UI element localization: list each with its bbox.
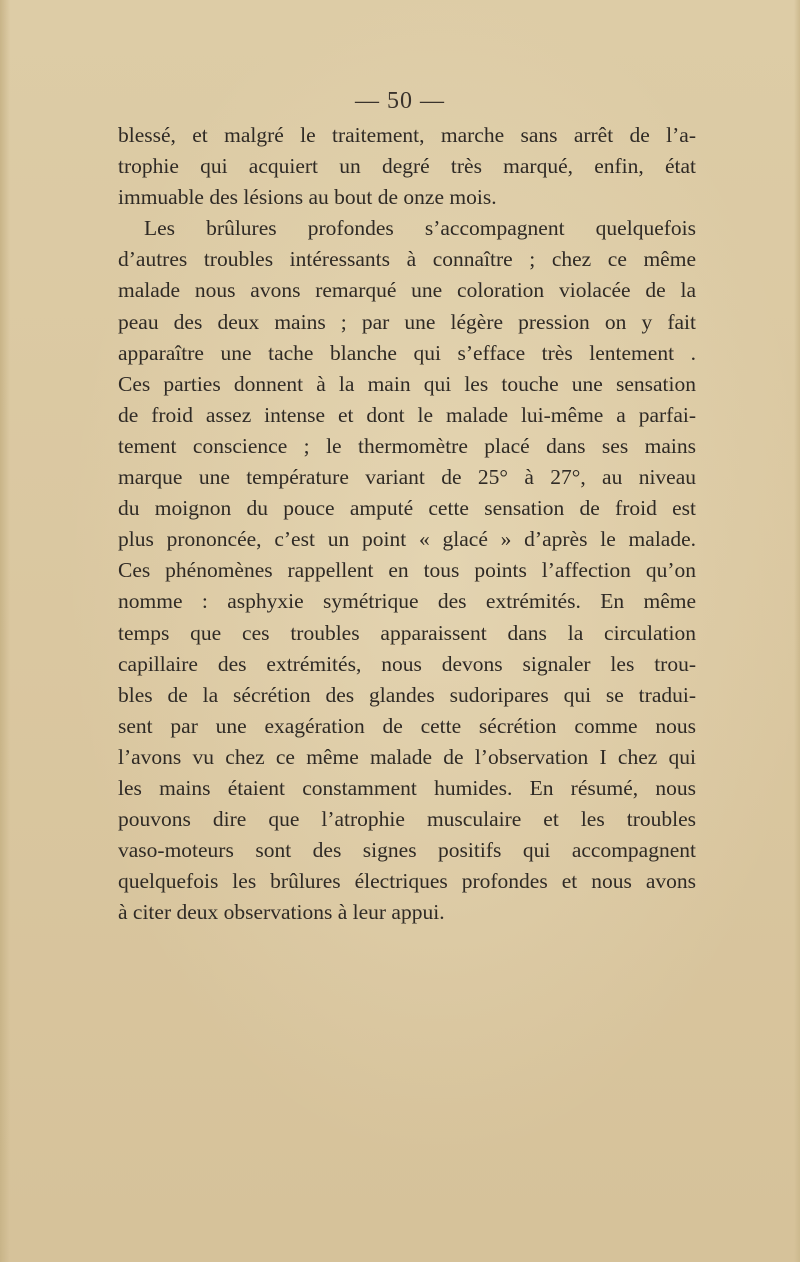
text-line: capillaire des extrémités, nous devons signaler les trou- <box>118 651 696 676</box>
text-line: sent par une exagération de cette sécrétion comme nous <box>118 713 696 738</box>
text-line: à citer deux observations à leur appui. <box>118 900 445 925</box>
text-line: marque une température variant de 25° à 27°, au niveau <box>118 465 696 490</box>
text-line: d’autres troubles intéressants à connaître ; chez ce même <box>118 247 696 272</box>
text-line: les mains étaient constamment humides. En résumé, nous <box>118 775 696 800</box>
text-line: Les brûlures profondes s’accompagnent quelquefois <box>144 216 696 241</box>
page-number: — 50 — <box>355 88 445 114</box>
text-line: Ces phénomènes rappellent en tous points l’affection qu’on <box>118 558 696 583</box>
text-line: malade nous avons remarqué une coloration violacée de la <box>118 278 696 303</box>
text-line: blessé, et malgré le traitement, marche sans arrêt de l’a- <box>118 123 696 147</box>
text-line: quelquefois les brûlures électriques profondes et nous avons <box>118 869 696 894</box>
body-text <box>118 120 696 928</box>
text-line: de froid assez intense et dont le malade lui-même a parfai- <box>118 402 696 427</box>
text-line: bles de la sécrétion des glandes sudoripares qui se tradui- <box>118 682 696 707</box>
text-line: l’avons vu chez ce même malade de l’observation I chez qui <box>118 744 696 769</box>
text-line: plus prononcée, c’est un point « glacé » d’après le malade. <box>118 527 696 552</box>
page-right-edge <box>794 0 800 1262</box>
text-line: peau des deux mains ; par une légère pression on y fait <box>118 309 696 334</box>
text-line: nomme : asphyxie symétrique des extrémités. En même <box>118 589 696 614</box>
text-line: apparaître une tache blanche qui s’efface très lentement . <box>118 340 696 365</box>
page-left-edge <box>0 0 10 1262</box>
text-line: du moignon du pouce amputé cette sensation de froid est <box>118 496 696 521</box>
text-line: Ces parties donnent à la main qui les touche une sensation <box>118 371 696 396</box>
text-line: tement conscience ; le thermomètre placé dans ses mains <box>118 433 696 458</box>
text-line: pouvons dire que l’atrophie musculaire et les troubles <box>118 807 696 832</box>
text-line: trophie qui acquiert un degré très marqué, enfin, état <box>118 154 696 179</box>
text-line: immuable des lésions au bout de onze mois. <box>118 185 497 210</box>
text-line: vaso-moteurs sont des signes positifs qui accompagnent <box>118 838 696 863</box>
text-line: temps que ces troubles apparaissent dans la circulation <box>118 620 696 645</box>
